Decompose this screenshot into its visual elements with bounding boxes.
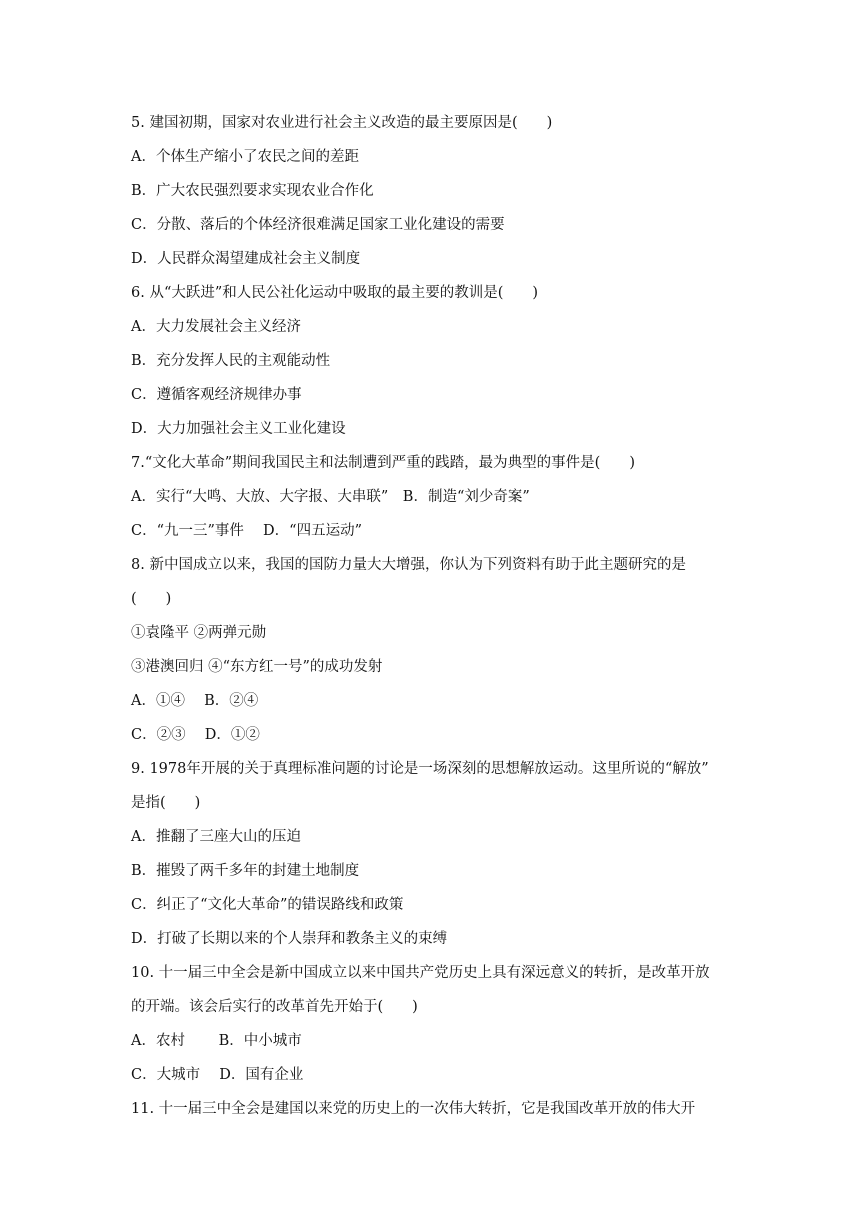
- question-7-options-ab: A．实行“大鸣、大放、大字报、大串联” B．制造“刘少奇案”: [131, 489, 530, 505]
- question-9-option-b: B．摧毁了两千多年的封建土地制度: [131, 863, 360, 879]
- question-8-items-34: ③港澳回归 ④“东方红一号”的成功发射: [131, 659, 383, 675]
- question-9-option-d: D．打破了长期以来的个人崇拜和教条主义的束缚: [131, 931, 448, 947]
- question-10-options-cd: C．大城市 D．国有企业: [131, 1067, 304, 1083]
- question-10-options-ab: A．农村 B．中小城市: [131, 1033, 302, 1049]
- question-6-option-c: C．遵循客观经济规律办事: [131, 387, 302, 403]
- question-8-options-ab: A．①④ B．②④: [131, 693, 259, 709]
- question-5-option-a: A．个体生产缩小了农民之间的差距: [131, 149, 359, 165]
- question-9-stem-continued: 是指( ): [131, 795, 201, 811]
- question-9-option-a: A．推翻了三座大山的压迫: [131, 829, 301, 845]
- question-5-stem: 5. 建国初期，国家对农业进行社会主义改造的最主要原因是( ): [131, 115, 553, 131]
- question-8-stem-continued: ( ): [131, 591, 172, 607]
- question-7-stem: 7.“文化大革命”期间我国民主和法制遭到严重的践踏，最为典型的事件是( ): [131, 455, 635, 471]
- question-6-stem: 6. 从“大跃进”和人民公社化运动中吸取的最主要的教训是( ): [131, 285, 539, 301]
- question-5-option-c: C．分散、落后的个体经济很难满足国家工业化建设的需要: [131, 217, 505, 233]
- question-10-stem: 10. 十一届三中全会是新中国成立以来中国共产党历史上具有深远意义的转折，是改革开放: [131, 965, 710, 981]
- question-7-options-cd: C．“九一三”事件 D．“四五运动”: [131, 523, 362, 539]
- question-5-option-b: B．广大农民强烈要求实现农业合作化: [131, 183, 374, 199]
- question-8-stem: 8. 新中国成立以来，我国的国防力量大大增强，你认为下列资料有助于此主题研究的是: [131, 557, 686, 573]
- question-5-option-d: D．人民群众渴望建成社会主义制度: [131, 251, 361, 267]
- question-6-option-b: B．充分发挥人民的主观能动性: [131, 353, 331, 369]
- question-9-option-c: C．纠正了“文化大革命”的错误路线和政策: [131, 897, 404, 913]
- question-9-stem: 9. 1978年开展的关于真理标准问题的讨论是一场深刻的思想解放运动。这里所说的“解放”: [131, 761, 709, 777]
- question-10-stem-continued: 的开端。该会后实行的改革首先开始于( ): [131, 999, 418, 1015]
- question-6-option-d: D．大力加强社会主义工业化建设: [131, 421, 346, 437]
- question-8-options-cd: C．②③ D．①②: [131, 727, 260, 743]
- question-6-option-a: A．大力发展社会主义经济: [131, 319, 301, 335]
- question-11-stem: 11. 十一届三中全会是建国以来党的历史上的一次伟大转折，它是我国改革开放的伟大开: [131, 1101, 696, 1117]
- question-8-items-12: ①袁隆平 ②两弹元勋: [131, 625, 267, 641]
